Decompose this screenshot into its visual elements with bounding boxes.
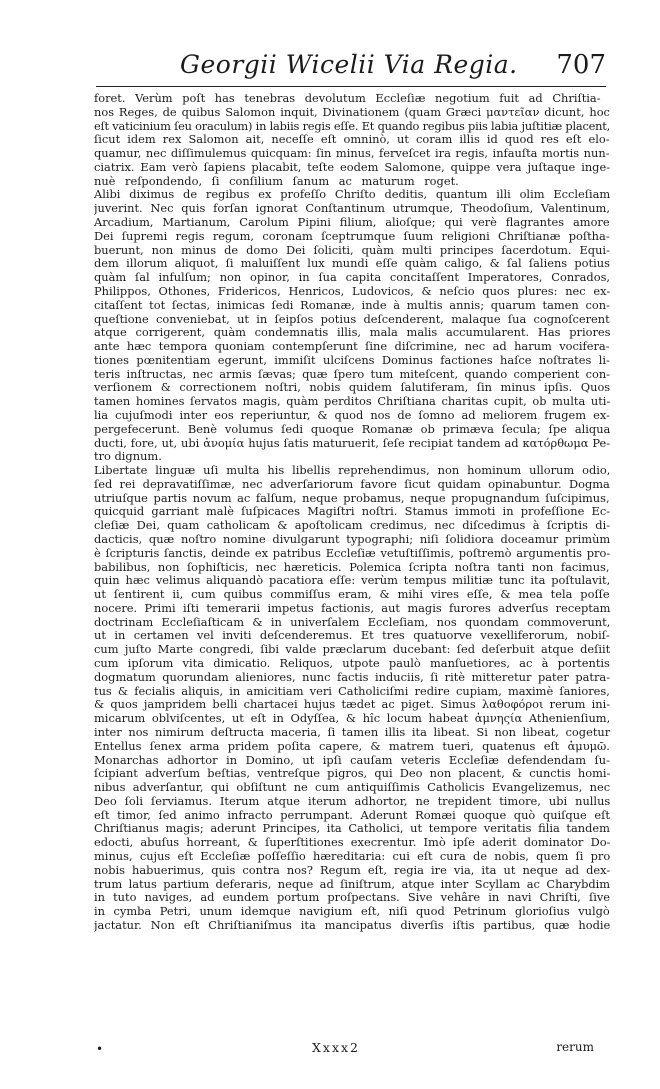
- text-line: teris inſtructas, nec armis ſævas; quæ ſpero tum miteſcent, quando comperient con-: [94, 367, 611, 381]
- page-number: 707: [556, 50, 606, 80]
- text-line: ducti, fore, ut, ubi ἀνομία hujus ſatis maturuerit, ſeſe recipiat tandem ad κατόρθωμα Pe-: [94, 436, 611, 450]
- text-line: tro dignum.: [94, 450, 162, 464]
- footer-dot: •: [96, 1042, 104, 1056]
- text-line: babilibus, non ſophiſticis, nec hæreticis. Polemica ſcripta noſtra tanti non facimus,: [94, 560, 610, 574]
- text-line: ſcipiant adverſum beſtias, ventreſque pigros, qui Deo non placent, & cunctis homi-: [94, 767, 611, 781]
- text-line: tiones pœnitentiam egerunt, immiſit ulciſcens Dominus factiones haſce noſtrates li-: [94, 353, 610, 367]
- text-line: nobis habuerimus, quis contra nos? Regum eſt, regia ire via, ita ut neque ad dex-: [94, 863, 611, 877]
- text-line: edocti, abuſus horreant, & ſuperſtitiones execrentur. Imò ipſe aderit dominator Do-: [94, 836, 611, 850]
- text-line: dem illorum aliquot, ſi maluiſſent lux mundi eſſe quàm caligo, & ſal ſaliens potius: [94, 257, 610, 271]
- text-line: citaſſent tot ſectas, inimicas ſedi Romanæ, inde à multis annis; quarum tamen con-: [94, 298, 610, 312]
- text-line: Libertate linguæ uſi multa his libellis reprehendimus, non hominum ullorum odio,: [94, 464, 611, 478]
- catchword: rerum: [556, 1040, 594, 1054]
- text-line: lia cujuſmodi inter eos reperiuntur, & quod nos de ſomno ad meliorem frugem ex-: [94, 408, 610, 422]
- text-line: verſionem & correctionem noſtri, nobis quidem ſalutiferam, ſin minus ipſis. Quos: [94, 381, 611, 395]
- text-line: nocere. Primi iſti temerarii impetus factionis, aut magis furores adverſus receptam: [94, 601, 611, 615]
- text-line: ut in certamen vel inviti deſcenderemus. Et tres quatuorve vexelliferorum, nobiſ-: [94, 629, 610, 643]
- text-line: ciatrix. Eam verò ſapiens placabit, teſte eodem Salomone, quippe vera juſtaque inge-: [94, 160, 611, 174]
- text-line: & quos jampridem belli chartacei hujus tædet ac piget. Simus λαθοφόροι rerum ini-: [94, 698, 611, 712]
- text-line: foret. Verùm poſt has tenebras devolutum Eccleſiæ negotium fuit ad Chriſtia-: [94, 92, 601, 105]
- text-line: ante hæc tempora quoniam contempſerunt ſine diſcrimine, nec ad harum vocifera-: [94, 340, 610, 354]
- text-line: queſtione conveniebat, ut in ſeipſos potius deſcenderent, malaque ſua cognoſcerent: [94, 312, 610, 326]
- text-line: cum juſto Marte congredi, ſibi valde præclarum ducebant: ſed deſerbuit atque deſiit: [94, 643, 611, 657]
- text-line: micarum oblviſcentes, ut eſt in Odyſſea, & hîc locum habeat ἀμνηςία Athenienſium,: [94, 712, 611, 726]
- text-line: quin hæc velimus aliquandò pacatiora eſſe: verùm tempus militiæ tunc ita poſtulavit,: [94, 574, 611, 588]
- text-line: in cymba Petri, unum idemque navigium eſt, niſi quod Petrinum glorioſius vulgò: [94, 905, 610, 919]
- text-line: jactatur. Non eſt Chriſtianiſmus ita mancipatus diverſis iſtis partibus, quæ hodie: [94, 918, 611, 932]
- text-line: Monarchas adhortor in Domino, ut ipſi cauſam veteris Eccleſiæ defendendam ſu-: [94, 753, 610, 767]
- text-line: quàm ſal infulſum; non opinor, in ſua capita concitaſſent Imperatores, Conrados,: [94, 271, 611, 285]
- body-text: [94, 92, 614, 933]
- text-line: cleſiæ Dei, quam catholicam & apoſtolicam credimus, nec diſcedimus à ſcriptis di-: [94, 519, 611, 533]
- text-line: atque corrigerent, quàm condemnatis illis, mala malis accumularent. Has priores: [94, 326, 611, 340]
- signature-mark: Xxxx2: [312, 1040, 361, 1055]
- text-line: minus, cujus eſt Eccleſiæ poſſeſſio hæreditaria: cui eſt cura de nobis, quem ſi pro: [94, 849, 611, 863]
- text-line: inter nos nimirum deſtructa maceria, ſi tamen illis ita libeat. Si non libeat, cogetur: [94, 725, 611, 739]
- text-line: Entellus ſenex arma pridem poſita capere, & matrem tueri, quatenus eſt ἀμυμῶ.: [94, 739, 610, 753]
- text-line: buerunt, non minus de domo Dei ſoliciti, quàm multi principes ſacerdotum. Equi-: [94, 243, 610, 257]
- text-line: in tuto naviges, ad eundem portum proſpectans. Sive vehâre in navi Chriſti, ſive: [94, 891, 611, 905]
- text-line: quicquid garriant malè ſuſpicaces Magiſtri noſtri. Stamus immoti in profeſſione Ec-: [94, 505, 611, 519]
- text-line: ſicut idem rex Salomon ait, neceſſe eſt omninò, ut coram illis id quod res eſt elo-: [94, 133, 610, 147]
- text-line: tus & fecialis aliquis, in amicitiam veri Catholiciſmi redire cupiam, maximè ſaniores,: [94, 684, 610, 698]
- text-line: pergefecerunt. Benè volumus ſedi quoque Romanæ ob primæva ſecula; ſpe aliqua: [94, 422, 611, 436]
- text-line: quamur, nec diſſimulemus quicquam: ſin minus, ferveſcet ira regis, infauſta mortis nun-: [94, 147, 610, 161]
- text-line: ut ſentirent ii, cum quibus commiſſus eram, & mihi vires eſſe, & mea tela poſſe: [94, 588, 610, 602]
- text-line: nibus adverſantur, qui obſiſtunt ne cum antiquiſſimis Catholicis Evangelizemus, nec: [94, 781, 611, 795]
- page-footer: [96, 1040, 606, 1056]
- text-line: dogmatum quorundam alieniores, nunc factis induciis, ſi ritè mitteretur pater patra-: [94, 670, 611, 684]
- text-line: ſed rei depravatiſſimæ, nec adverſariorum favore ſicut quidam opinabuntur. Dogma: [94, 477, 610, 491]
- text-line: cum ipſorum vita dimicatio. Reliquos, utpote paulò manſuetiores, ac à portentis: [94, 657, 610, 671]
- text-line: Chriſtianus magis; aderunt Principes, ita Catholici, ut tempore veritatis filia tandem: [94, 822, 610, 836]
- text-line: nos Reges, de quibus Salomon inquit, Divinationem (quam Græci μαντεῖαν dicunt, hoc: [94, 105, 610, 119]
- text-line: utriuſque partis novum ac falſum, neque probamus, neque propugnandum ſuſcipimus,: [94, 491, 610, 505]
- text-line: Arcadium, Martianum, Carolum Pipini filium, alioſque; qui verè flagrantes amore: [94, 216, 610, 230]
- text-line: è ſcripturis ſanctis, deinde ex patribus Eccleſiæ vetuſtiſſimis, poſtremò argumentis pro-: [94, 546, 611, 560]
- text-line: juverint. Nec quis forſan ignorat Conſtantinum utrumque, Theodoſium, Valentinum,: [94, 202, 610, 216]
- text-line: doctrinam Eccleſiaſticam & in univerſalem Eccleſiam, nos quondam commoverunt,: [94, 615, 611, 629]
- text-line: tamen homines ſervatos magis, quàm perditos Chriſtiana charitas cupit, ob multa uti-: [94, 395, 611, 409]
- text-line: trum latus partium deferaris, neque ad ſiniſtrum, atque inter Scyllam ac Charybdim: [94, 877, 611, 891]
- text-line: eſt vaticinium ſeu oraculum) in labiis regis eſſe. Et quando regibus piis labia juſtitiæ placent,: [94, 119, 611, 133]
- text-line: nuè reſpondendo, ſi conſilium ſanum ac maturum roget.: [94, 174, 459, 188]
- page-header: [96, 50, 606, 82]
- text-line: Philippos, Othones, Fridericos, Henricos, Ludovicos, & neſcio quos plures: nec ex-: [94, 284, 611, 298]
- text-line: Alibi diximus de regibus ex profeſſo Chriſto deditis, quantum illi olim Eccleſiam: [94, 188, 611, 202]
- running-title: Georgii Wicelii Via Regia.: [180, 50, 518, 79]
- header-rule: [96, 86, 606, 87]
- text-line: eſt timor, ſed animo infracto perrumpant. Aderunt Romæi quoque quò quiſque eſt: [94, 808, 610, 822]
- text-line: dacticis, quæ noſtro nomine divulgarunt typographi; niſi ſolidiora doceamur primùm: [94, 533, 611, 546]
- text-line: Deo ſoli ſerviamus. Iterum atque iterum adhortor, ne trepident timore, ubi nullus: [94, 794, 611, 808]
- text-line: Dei ſupremi regis regum, coronam ſceptrumque ſuum religioni Chriſtianæ poſtha-: [94, 229, 610, 243]
